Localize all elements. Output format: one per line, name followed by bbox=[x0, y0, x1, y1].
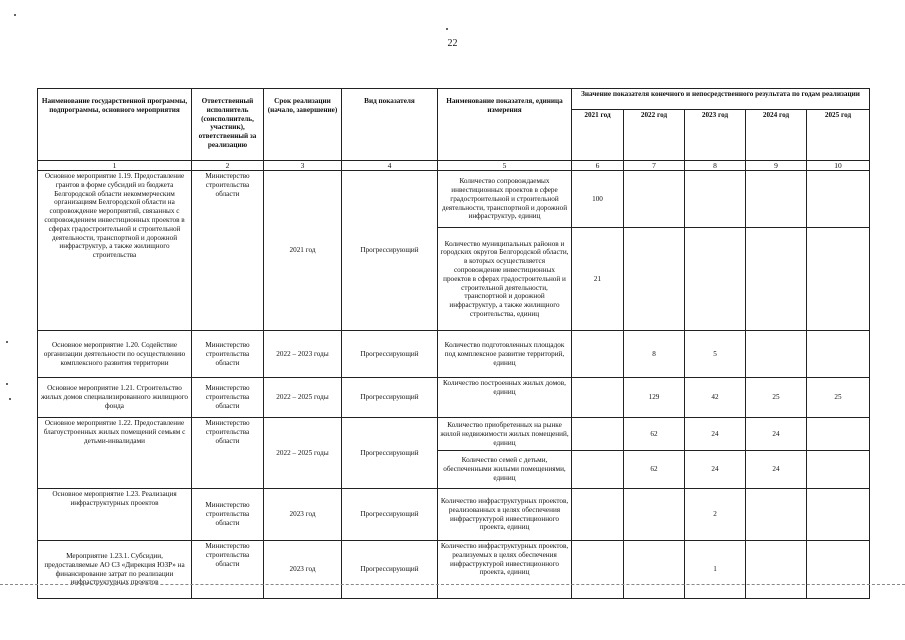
r121-2023: 42 bbox=[685, 378, 746, 418]
r123-type: Прогрессирующий bbox=[342, 489, 438, 541]
column-number: 8 bbox=[685, 161, 746, 171]
r120-indicator: Количество подготовленных площадок под комплексное развитие территорий, единиц bbox=[438, 331, 572, 378]
r1231-name: Мероприятие 1.23.1. Субсидии, предоставляемые АО СЗ «Дирекция ЮЗР» на финансирование затрат по реализации инфраструктурных проектов bbox=[38, 541, 192, 599]
column-number: 4 bbox=[342, 161, 438, 171]
column-number: 2 bbox=[192, 161, 264, 171]
empty-cell bbox=[624, 541, 685, 599]
r122-indicator-1: Количество приобретенных на рынке жилой недвижимости жилых помещений, единиц bbox=[438, 418, 572, 451]
r122-ind1-2024: 24 bbox=[746, 418, 807, 451]
header-indicator-name: Наименование показателя, единица измерения bbox=[438, 89, 572, 161]
r121-2024: 25 bbox=[746, 378, 807, 418]
r1231-type: Прогрессирующий bbox=[342, 541, 438, 599]
empty-cell bbox=[807, 489, 870, 541]
header-indicator-type: Вид показателя bbox=[342, 89, 438, 161]
empty-cell bbox=[572, 378, 624, 418]
r120-2022: 8 bbox=[624, 331, 685, 378]
r121-period: 2022 – 2025 годы bbox=[264, 378, 342, 418]
empty-cell bbox=[746, 171, 807, 228]
r119-period: 2021 год bbox=[264, 171, 342, 331]
header-year-2025: 2025 год bbox=[807, 110, 870, 161]
empty-cell bbox=[572, 489, 624, 541]
header-year-2024: 2024 год bbox=[746, 110, 807, 161]
column-number: 9 bbox=[746, 161, 807, 171]
r123-name: Основное мероприятие 1.23. Реализация инфраструктурных проектов bbox=[38, 489, 192, 541]
empty-cell bbox=[624, 228, 685, 331]
column-number: 3 bbox=[264, 161, 342, 171]
empty-cell bbox=[807, 331, 870, 378]
r122-type: Прогрессирующий bbox=[342, 418, 438, 489]
r122-ind1-2022: 62 bbox=[624, 418, 685, 451]
empty-cell bbox=[685, 228, 746, 331]
r123-indicator: Количество инфраструктурных проектов, реализованных в целях обеспечения инфраструктурой инвестиционного проекта, единиц bbox=[438, 489, 572, 541]
empty-cell bbox=[746, 541, 807, 599]
empty-cell bbox=[572, 331, 624, 378]
r1231-period: 2023 год bbox=[264, 541, 342, 599]
r119-ind2-2021: 21 bbox=[572, 228, 624, 331]
empty-cell bbox=[807, 171, 870, 228]
r122-indicator-2: Количество семей с детьми, обеспеченными жилыми помещениями, единиц bbox=[438, 451, 572, 489]
header-values-group: Значение показателя конечного и непосредственного результата по годам реализации bbox=[572, 89, 870, 110]
column-number: 6 bbox=[572, 161, 624, 171]
empty-cell bbox=[572, 541, 624, 599]
r1231-2023: 1 bbox=[685, 541, 746, 599]
r119-indicator-1: Количество сопровождаемых инвестиционных проектов в сфере градостроительной и строительной деятельности, транспортной и дорожной инфраструктур, единиц bbox=[438, 171, 572, 228]
r121-2025: 25 bbox=[807, 378, 870, 418]
r122-ind2-2023: 24 bbox=[685, 451, 746, 489]
r119-name: Основное мероприятие 1.19. Предоставление грантов в форме субсидий из бюджета Белгородской области некоммерческим организациям Белгородской области на сопровождение мероприятий, связанных с сопровождением инвестиционных проектов в сферах градостроительной и строительной деятельности, транспортной и дорожной инфраструктур, а также жилищного строительства bbox=[38, 171, 192, 331]
scan-speck bbox=[9, 398, 11, 400]
empty-cell bbox=[624, 171, 685, 228]
r121-indicator: Количество построенных жилых домов, единиц bbox=[438, 378, 572, 418]
empty-cell bbox=[572, 451, 624, 489]
r122-period: 2022 – 2025 годы bbox=[264, 418, 342, 489]
scan-speck bbox=[14, 14, 16, 16]
column-number: 7 bbox=[624, 161, 685, 171]
r119-indicator-2: Количество муниципальных районов и городских округов Белгородской области, в которых осуществляется сопровождение инвестиционных проектов в сферах градостроительной и строительной деятельности, транспортной и дорожной инфраструктур, а также жилищного строительства, единиц bbox=[438, 228, 572, 331]
scan-speck bbox=[6, 383, 8, 385]
r122-ind1-2023: 24 bbox=[685, 418, 746, 451]
header-period: Срок реализации (начало, завершение) bbox=[264, 89, 342, 161]
r121-name: Основное мероприятие 1.21. Строительство жилых домов специализированного жилищного фонда bbox=[38, 378, 192, 418]
empty-cell bbox=[624, 489, 685, 541]
empty-cell bbox=[746, 331, 807, 378]
r122-name: Основное мероприятие 1.22. Предоставление благоустроенных жилых помещений семьям с детьми-инвалидами bbox=[38, 418, 192, 489]
r119-type: Прогрессирующий bbox=[342, 171, 438, 331]
scan-dash-line bbox=[0, 584, 905, 585]
page-number: 22 bbox=[447, 38, 458, 49]
empty-cell bbox=[685, 171, 746, 228]
column-number: 1 bbox=[38, 161, 192, 171]
header-year-2022: 2022 год bbox=[624, 110, 685, 161]
r120-2023: 5 bbox=[685, 331, 746, 378]
r123-executor: Министерство строительства области bbox=[192, 489, 264, 541]
r120-executor: Министерство строительства области bbox=[192, 331, 264, 378]
header-executor: Ответственный исполнитель (соисполнитель, участник), ответственный за реализацию bbox=[192, 89, 264, 161]
scan-speck bbox=[6, 341, 8, 343]
header-program-name: Наименование государственной программы, подпрограммы, основного мероприятия bbox=[38, 89, 192, 161]
r121-type: Прогрессирующий bbox=[342, 378, 438, 418]
r123-2023: 2 bbox=[685, 489, 746, 541]
column-number: 10 bbox=[807, 161, 870, 171]
column-number: 5 bbox=[438, 161, 572, 171]
r120-type: Прогрессирующий bbox=[342, 331, 438, 378]
r122-ind2-2024: 24 bbox=[746, 451, 807, 489]
r120-name: Основное мероприятие 1.20. Содействие организации деятельности по осуществлению комплексного развития территории bbox=[38, 331, 192, 378]
r119-ind1-2021: 100 bbox=[572, 171, 624, 228]
empty-cell bbox=[746, 228, 807, 331]
r122-ind2-2022: 62 bbox=[624, 451, 685, 489]
r122-executor: Министерство строительства области bbox=[192, 418, 264, 489]
empty-cell bbox=[807, 418, 870, 451]
indicators-table bbox=[37, 88, 870, 599]
header-year-2023: 2023 год bbox=[685, 110, 746, 161]
r119-executor: Министерство строительства области bbox=[192, 171, 264, 331]
r121-executor: Министерство строительства области bbox=[192, 378, 264, 418]
r1231-executor: Министерство строительства области bbox=[192, 541, 264, 599]
header-year-2021: 2021 год bbox=[572, 110, 624, 161]
r121-2022: 129 bbox=[624, 378, 685, 418]
r1231-indicator: Количество инфраструктурных проектов, реализуемых в целях обеспечения инфраструктурой инвестиционного проекта, единиц bbox=[438, 541, 572, 599]
r120-period: 2022 – 2023 годы bbox=[264, 331, 342, 378]
empty-cell bbox=[807, 541, 870, 599]
empty-cell bbox=[807, 228, 870, 331]
scan-speck bbox=[446, 28, 448, 30]
empty-cell bbox=[807, 451, 870, 489]
empty-cell bbox=[572, 418, 624, 451]
empty-cell bbox=[746, 489, 807, 541]
r123-period: 2023 год bbox=[264, 489, 342, 541]
